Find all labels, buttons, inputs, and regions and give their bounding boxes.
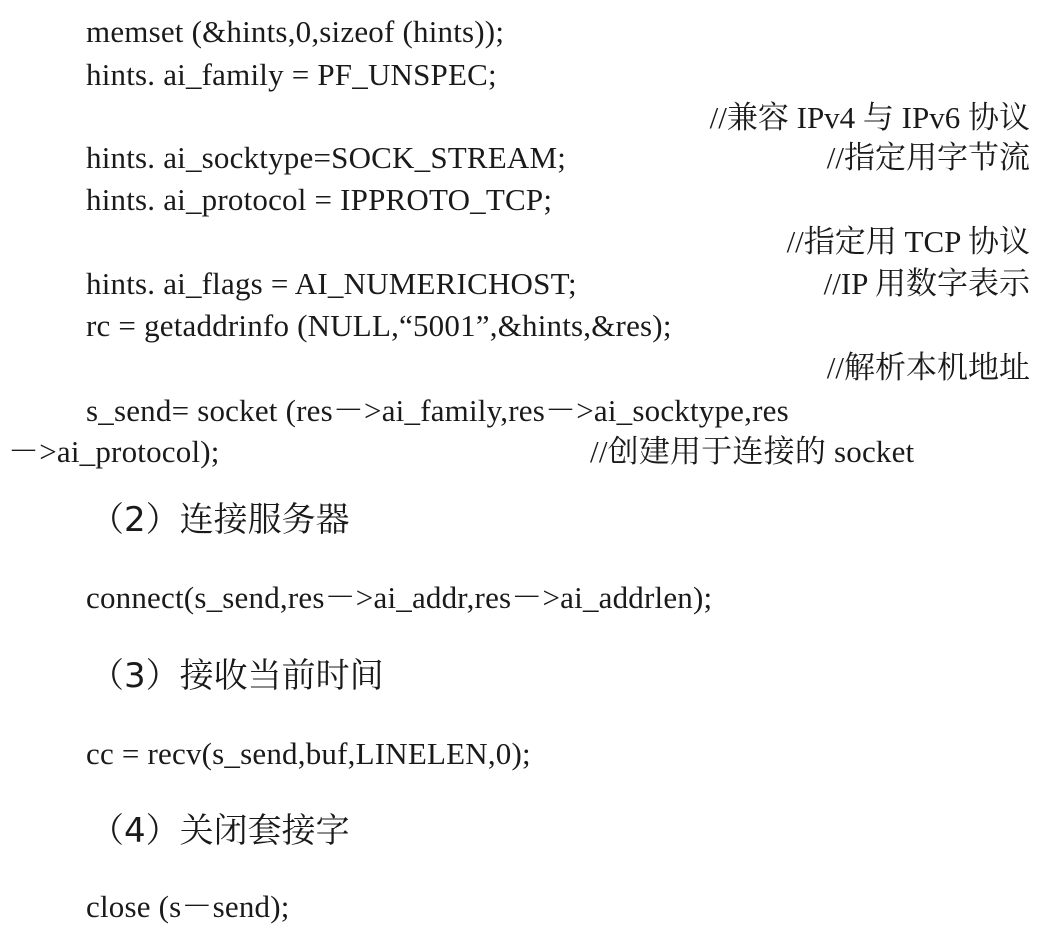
section-heading-close: （4）关闭套接字 [90,811,350,851]
code-line-connect: connect(s_send,res－>ai_addr,res－>ai_addrlen); [86,580,713,615]
section-heading-connect: （2）连接服务器 [90,500,350,540]
code-line-recv: cc = recv(s_send,buf,LINELEN,0); [86,736,531,771]
code-line-socket-2: －>ai_protocol); [8,434,220,469]
code-line-memset: memset (&hints,0,sizeof (hints)); [86,14,505,49]
code-line-getaddrinfo: rc = getaddrinfo (NULL,“5001”,&hints,&res); [86,308,672,343]
code-comment-socket: //创建用于连接的 socket [590,434,915,469]
code-comment-ai-socktype: //指定用字节流 [826,140,1030,175]
code-comment-ai-protocol: //指定用 TCP 协议 [786,224,1030,259]
code-comment-ai-flags: //IP 用数字表示 [823,266,1030,301]
code-line-close: close (s－send); [86,889,290,924]
code-comment-ai-family: //兼容 IPv4 与 IPv6 协议 [709,100,1030,135]
section-heading-recv: （3）接收当前时间 [90,656,384,696]
code-line-ai-socktype: hints. ai_socktype=SOCK_STREAM; [86,140,567,175]
code-line-socket-1: s_send= socket (res－>ai_family,res－>ai_socktype,res [86,393,789,428]
code-line-ai-flags: hints. ai_flags = AI_NUMERICHOST; [86,266,577,301]
code-line-ai-protocol: hints. ai_protocol = IPPROTO_TCP; [86,182,553,217]
code-line-ai-family: hints. ai_family = PF_UNSPEC; [86,57,497,92]
code-comment-getaddrinfo: //解析本机地址 [826,350,1030,385]
